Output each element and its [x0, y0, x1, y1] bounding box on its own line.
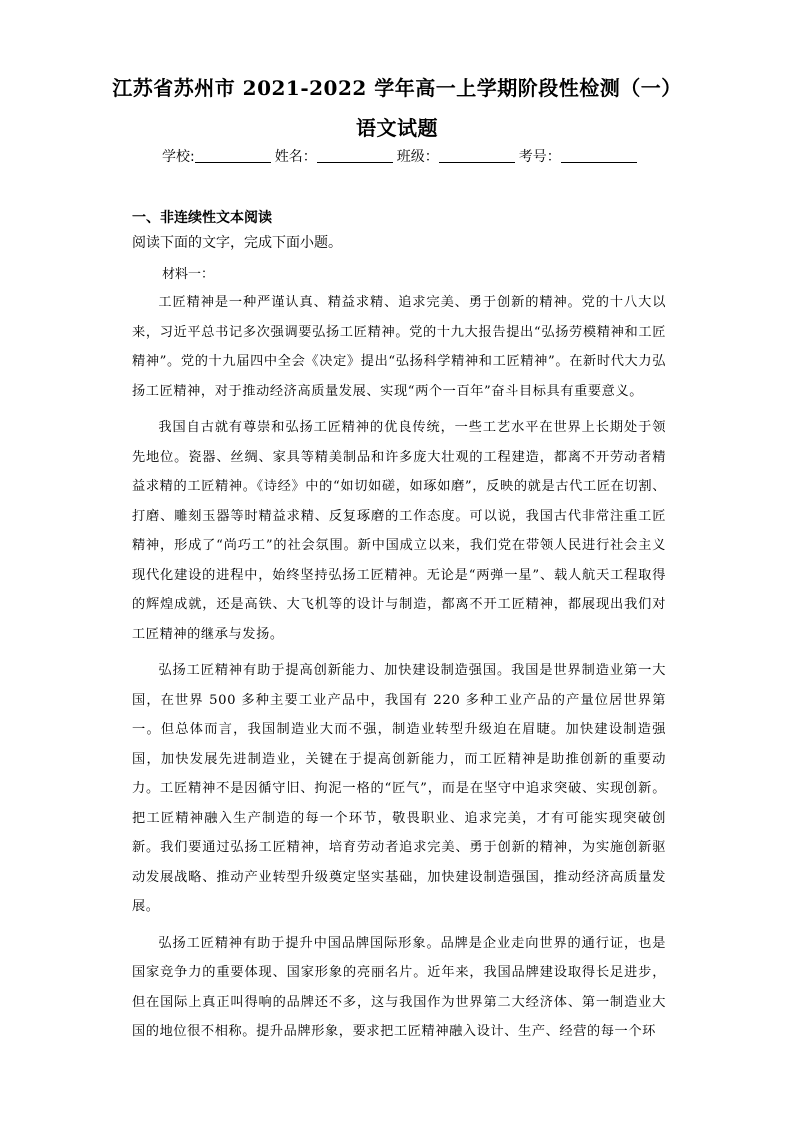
class-blank [439, 148, 515, 163]
document-subtitle: 语文试题 [356, 116, 438, 140]
section-heading: 一、非连续性文本阅读 [132, 210, 272, 226]
exam-number-blank [561, 148, 637, 163]
name-blank [317, 148, 393, 163]
exam-number-label: 考号： [518, 149, 561, 165]
paragraph: 弘扬工匠精神有助于提升中国品牌国际形象。品牌是企业走向世界的通行证，也是国家竞争力的重要体现、国家形象的亮丽名片。近年来，我国品牌建设取得长足进步，但在国际上真正叫得响的品牌还不多，这与我国作为世界第二大经济体、第一制造业大国的地位很不相称。提升品牌形象，要求把工匠精神融入设计、生产、经营的每一个环 [132, 935, 666, 1039]
class-label: 班级： [396, 149, 439, 165]
paragraph: 工匠精神是一种严谨认真、精益求精、追求完美、勇于创新的精神。党的十八大以来，习近平总书记多次强调要弘扬工匠精神。党的十九大报告提出“弘扬劳模精神和工匠精神”。党的十九届四中全会《决定》提出“弘扬科学精神和工匠精神”。在新时代大力弘扬工匠精神，对于推动经济高质量发展、实现“两个一百年”奋斗目标具有重要意义。 [132, 295, 666, 399]
school-label: 学校: [162, 149, 195, 165]
material-label: 材料一： [162, 267, 215, 282]
document-title: 江苏省苏州市 2021-2022 学年高一上学期阶段性检测（一） [112, 76, 682, 100]
paragraph: 弘扬工匠精神有助于提高创新能力、加快建设制造强国。我国是世界制造业第一大国，在世界 500 多种主要工业产品中，我国有 220 多种工业产品的产量位居世界第一。但总体而言，我国制造业大而不强，制造业转型升级迫在眉睫。加快建设制造强国，加快发展先进制造业，关键在于提高创新能力，而工匠精神是助推创新的重要动力。工匠精神不是因循守旧、拘泥一格的“匠气”，而是在坚守中追求突破、实现创新。把工匠精神融入生产制造的每一个环节，敬畏职业、追求完美，才有可能实现突破创新。我们要通过弘扬工匠精神，培育劳动者追求完美、勇于创新的精神，为实施创新驱动发展战略、推动产业转型升级奠定坚实基础，加快建设制造强国，推动经济高质量发展。 [132, 663, 666, 914]
section-instruction: 阅读下面的文字，完成下面小题。 [132, 235, 342, 251]
name-label: 姓名： [274, 149, 317, 165]
student-info-row [162, 146, 637, 166]
paragraph: 我国自古就有尊崇和弘扬工匠精神的优良传统，一些工艺水平在世界上长期处于领先地位。瓷器、丝绸、家具等精美制品和许多庞大壮观的工程建造，都离不开劳动者精益求精的工匠精神。《诗经》中的“如切如磋，如琢如磨”，反映的就是古代工匠在切割、打磨、雕刻玉器等时精益求精、反复琢磨的工作态度。可以说，我国古代非常注重工匠精神，形成了“尚巧工”的社会氛围。新中国成立以来，我们党在带领人民进行社会主义现代化建设的进程中，始终坚持弘扬工匠精神。无论是“两弹一星”、载人航天工程取得的辉煌成就，还是高铁、大飞机等的设计与制造，都离不开工匠精神，都展现出我们对工匠精神的继承与发扬。 [132, 420, 666, 642]
school-blank [195, 148, 271, 163]
material-body [132, 288, 666, 1054]
